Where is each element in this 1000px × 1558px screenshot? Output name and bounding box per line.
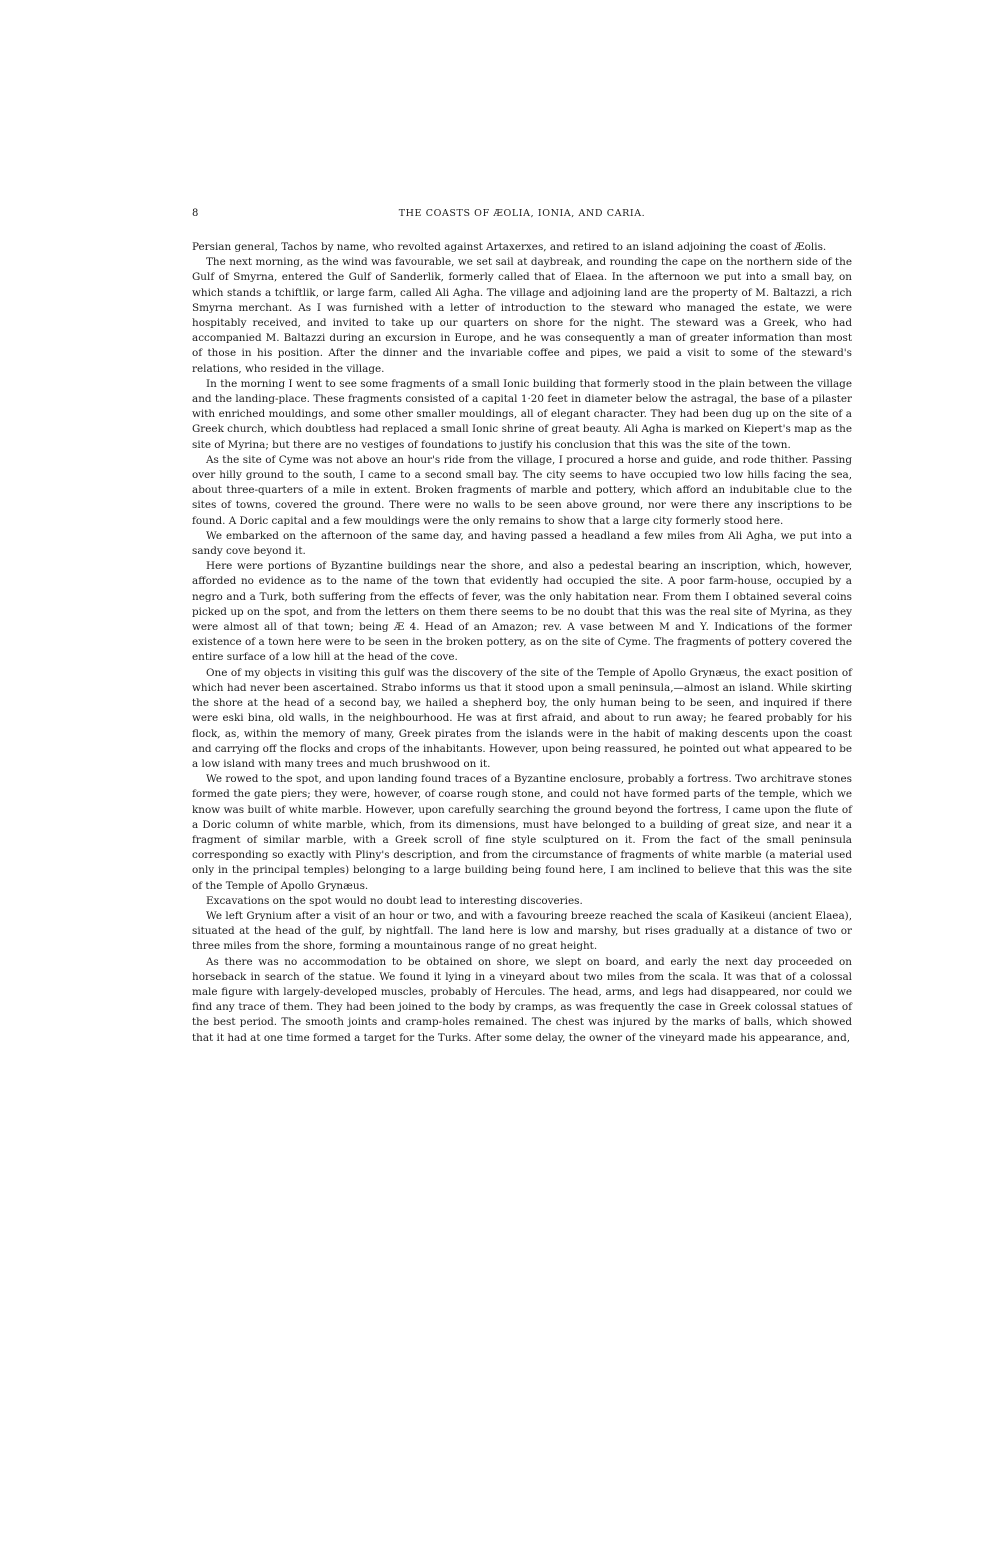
paragraph: We rowed to the spot, and upon landing found traces of a Byzantine enclosure, probably a fortress. Two architrave stones formed the gate piers; they were, however, of coarse rough stone, and could not have formed parts of the temple, which we know was built of white marble. However, upon carefully searching the ground beyond the fortress, I came upon the flute of a Doric column of white marble, which, from its dimensions, must have belonged to a building of great size, and near it a fragment of similar marble, with a Greek scroll of fine style sculptured on it. From the fact of the small peninsula corresponding so exactly with Pliny's description, and from the circumstance of fragments of white marble (a material used only in the principal temples) belonging to a large building being found here, I am inclined to believe that this was the site of the Temple of Apollo Grynæus. [192,773,852,892]
book-page [192,208,852,1046]
paragraph: As the site of Cyme was not above an hour's ride from the village, I procured a horse and guide, and rode thither. Passing over hilly ground to the south, I came to a second small bay. The city seems to have occupied two low hills facing the sea, about three-quarters of a mile in extent. Broken fragments of marble and pottery, which afford an indubitable clue to the sites of towns, covered the ground. There were no walls to be seen above ground, nor were there any inscriptions to be found. A Doric capital and a few mouldings were the only remains to show that a large city formerly stood here. [192,453,852,527]
running-title: THE COASTS OF ÆOLIA, IONIA, AND CARIA. [398,208,646,219]
paragraph: In the morning I went to see some fragments of a small Ionic building that formerly stood in the plain between the village and the landing-place. These fragments consisted of a capital 1·20 feet in diameter below the astragal, the base of a pilaster with enriched mouldings, and some other smaller mouldings, all of elegant character. They had been dug up on the site of a Greek church, which doubtless had replaced a small Ionic shrine of great beauty. Ali Agha is marked on Kiepert's map as the site of Myrina; but there are no vestiges of foundations to justify his conclusion that this was the site of the town. [192,377,852,451]
paragraph: We left Grynium after a visit of an hour or two, and with a favouring breeze reached the scala of Kasikeui (ancient Elaea), situated at the head of the gulf, by nightfall. The land here is low and marshy, but rises gradually at a distance of two or three miles from the shore, forming a mountainous range of no great height. [192,909,852,953]
paragraph: The next morning, as the wind was favourable, we set sail at daybreak, and rounding the cape on the northern side of the Gulf of Smyrna, entered the Gulf of Sanderlik, formerly called that of Elaea. In the afternoon we put into a small bay, on which stands a tchiftlik, or large farm, called Ali Agha. The village and adjoining land are the property of M. Baltazzi, a rich Smyrna merchant. As I was furnished with a letter of introduction to the steward who managed the estate, we were hospitably received, and invited to take up our quarters on shore for the night. The steward was a Greek, who had accompanied M. Baltazzi during an excursion in Europe, and he was consequently a man of greater information than most of those in his position. After the dinner and the invariable coffee and pipes, we paid a visit to some of the steward's relations, who resided in the village. [192,256,852,375]
paragraph: One of my objects in visiting this gulf was the discovery of the site of the Temple of Apollo Grynæus, the exact position of which had never been ascertained. Strabo informs us that it stood upon a small peninsula,—almost an island. While skirting the shore at the head of a second bay, we hailed a shepherd boy, the only human being to be seen, and inquired if there were eski bina, old walls, in the neighbourhood. He was at first afraid, and about to run away; he feared probably for his flock, as, within the memory of many, Greek pirates from the islands were in the habit of making descents upon the coast and carrying off the flocks and crops of the inhabitants. However, upon being reassured, he pointed out what appeared to be a low island with many trees and much brushwood on it. [192,666,852,770]
body-text [192,240,852,1046]
page-number: 8 [192,208,199,219]
paragraph-continuation: Persian general, Tachos by name, who revolted against Artaxerxes, and retired to an island adjoining the coast of Æolis. [192,241,827,253]
page-header [192,208,852,228]
paragraph: Excavations on the spot would no doubt lead to interesting discoveries. [206,894,583,907]
paragraph: As there was no accommodation to be obtained on shore, we slept on board, and early the next day proceeded on horseback in search of the statue. We found it lying in a vineyard about two miles from the scala. It was that of a colossal male figure with largely-developed muscles, probably of Hercules. The head, arms, and legs had disappeared, nor could we find any trace of them. They had been joined to the body by cramps, as was frequently the case in Greek colossal statues of the best period. The smooth joints and cramp-holes remained. The chest was injured by the marks of balls, which showed that it had at one time formed a target for the Turks. After some delay, the owner of the vineyard made his appearance, and, [192,955,852,1044]
paragraph: We embarked on the afternoon of the same day, and having passed a headland a few miles from Ali Agha, we put into a sandy cove beyond it. [192,529,852,558]
paragraph: Here were portions of Byzantine buildings near the shore, and also a pedestal bearing an inscription, which, however, afforded no evidence as to the name of the town that evidently had occupied the site. A poor farm-house, occupied by a negro and a Turk, both suffering from the effects of fever, was the only habitation near. From them I obtained several coins picked up on the spot, and from the letters on them there seems to be no doubt that this was the real site of Myrina, as they were almost all of that town; being Æ 4. Head of an Amazon; rev. A vase between M and Y. Indications of the former existence of a town here were to be seen in the broken pottery, as on the site of Cyme. The fragments of pottery covered the entire surface of a low hill at the head of the cove. [192,560,852,664]
